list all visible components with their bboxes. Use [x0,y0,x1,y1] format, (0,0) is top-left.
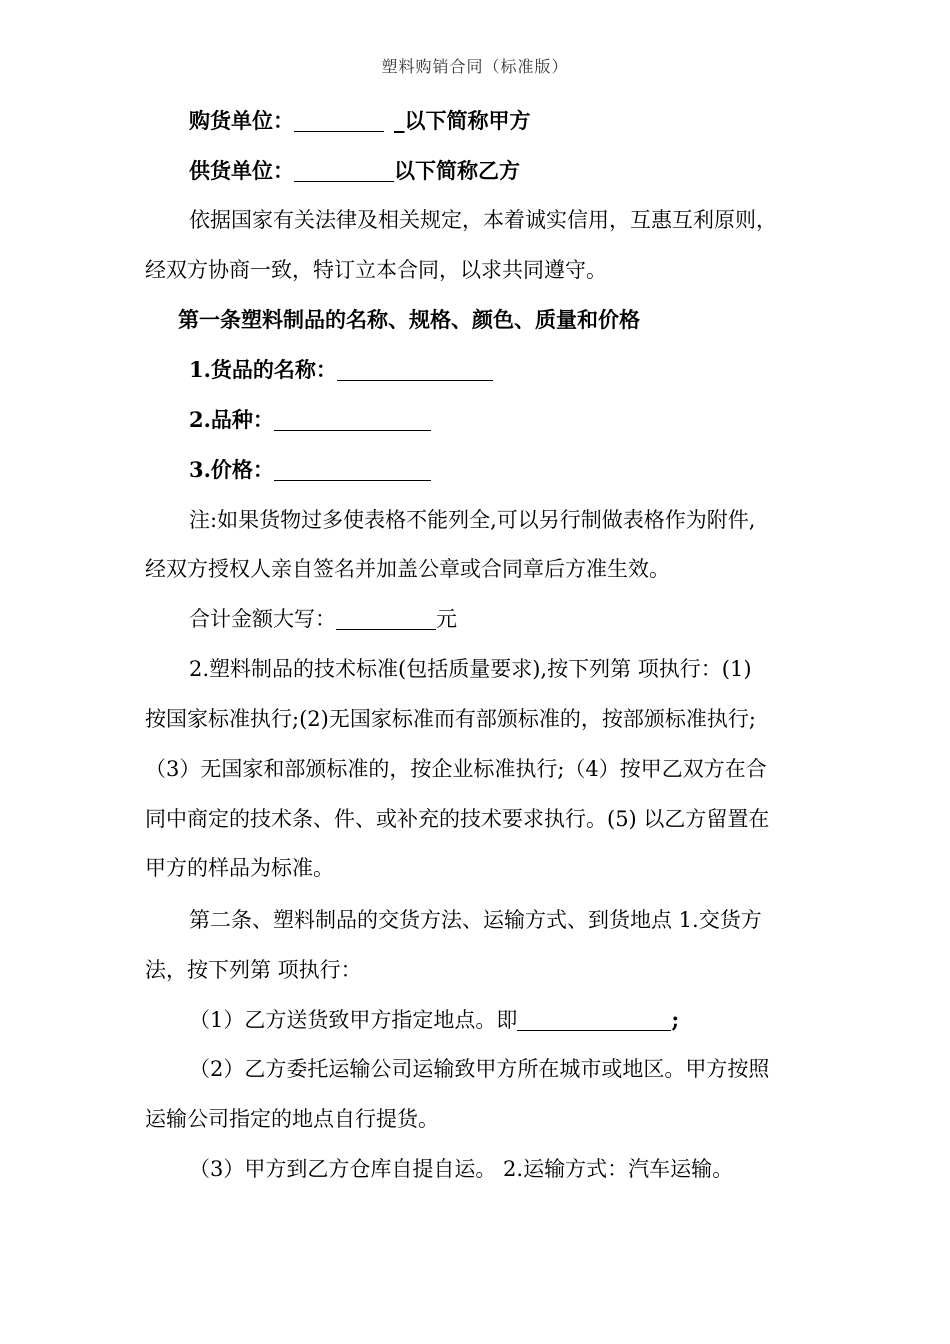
standards-line-3: （3）无国家和部颁标准的，按企业标准执行;（4）按甲乙双方在合 [145,757,767,781]
item1-line [189,355,493,385]
seller-blank [294,159,394,182]
item2-label: 2.品种： [189,407,274,432]
total-suffix: 元 [436,607,457,631]
delivery-option-2-line-1: （2）乙方委托运输公司运输致甲方所在城市或地区。甲方按照 [189,1057,770,1081]
item1-label: 1.货品的名称： [189,357,337,382]
buyer-line [189,106,531,136]
article1-title: 第一条塑料制品的名称、规格、颜色、质量和价格 [178,307,640,332]
buyer-label: 购货单位： [189,108,294,133]
delivery-location-blank [517,1008,671,1031]
standards-line-1: 2.塑料制品的技术标准(包括质量要求),按下列第 项执行：(1) [189,657,752,681]
standards-line-5: 甲方的样品为标准。 [145,856,334,880]
item3-blank [274,458,431,481]
article2-line-1: 第二条、塑料制品的交货方法、运输方式、到货地点 1.交货方 [189,908,762,932]
standards-line-2: 按国家标准执行;(2)无国家标准而有部颁标准的，按部颁标准执行; [145,707,756,731]
note-line-1: 注:如果货物过多使表格不能列全,可以另行制做表格作为附件, [189,508,756,532]
standards-line-4: 同中商定的技术条、件、或补充的技术要求执行。(5) 以乙方留置在 [145,807,770,831]
delivery-option-2-line-2: 运输公司指定的地点自行提货。 [145,1107,439,1131]
intro-line-2: 经双方协商一致，特订立本合同，以求共同遵守。 [145,258,607,282]
intro-line-1: 依据国家有关法律及相关规定，本着诚实信用，互惠互利原则， [189,208,777,232]
note-line-2: 经双方授权人亲自签名并加盖公章或合同章后方准生效。 [145,557,670,581]
item2-blank [274,408,431,431]
buyer-blank [294,109,384,132]
total-blank [336,607,436,630]
delivery-option-3: （3）甲方到乙方仓库自提自运。 2.运输方式：汽车运输。 [189,1157,734,1181]
delivery-option-1 [189,1005,679,1035]
item3-label: 3.价格： [189,457,274,482]
item2-line [189,405,431,435]
seller-label: 供货单位： [189,158,294,183]
total-line [189,604,457,634]
article2-line-2: 法，按下列第 项执行： [145,958,362,982]
total-label: 合计金额大写： [189,607,336,631]
page-header: 塑料购销合同（标准版） [381,57,569,76]
buyer-suffix: _以下简称甲方 [394,108,531,133]
item1-blank [337,358,493,381]
seller-line [189,156,520,186]
seller-suffix: 以下简称乙方 [394,158,520,183]
delivery-option-1-text: （1）乙方送货致甲方指定地点。即 [189,1008,518,1032]
item3-line [189,455,431,485]
delivery-option-1-suffix: ; [671,1007,680,1032]
